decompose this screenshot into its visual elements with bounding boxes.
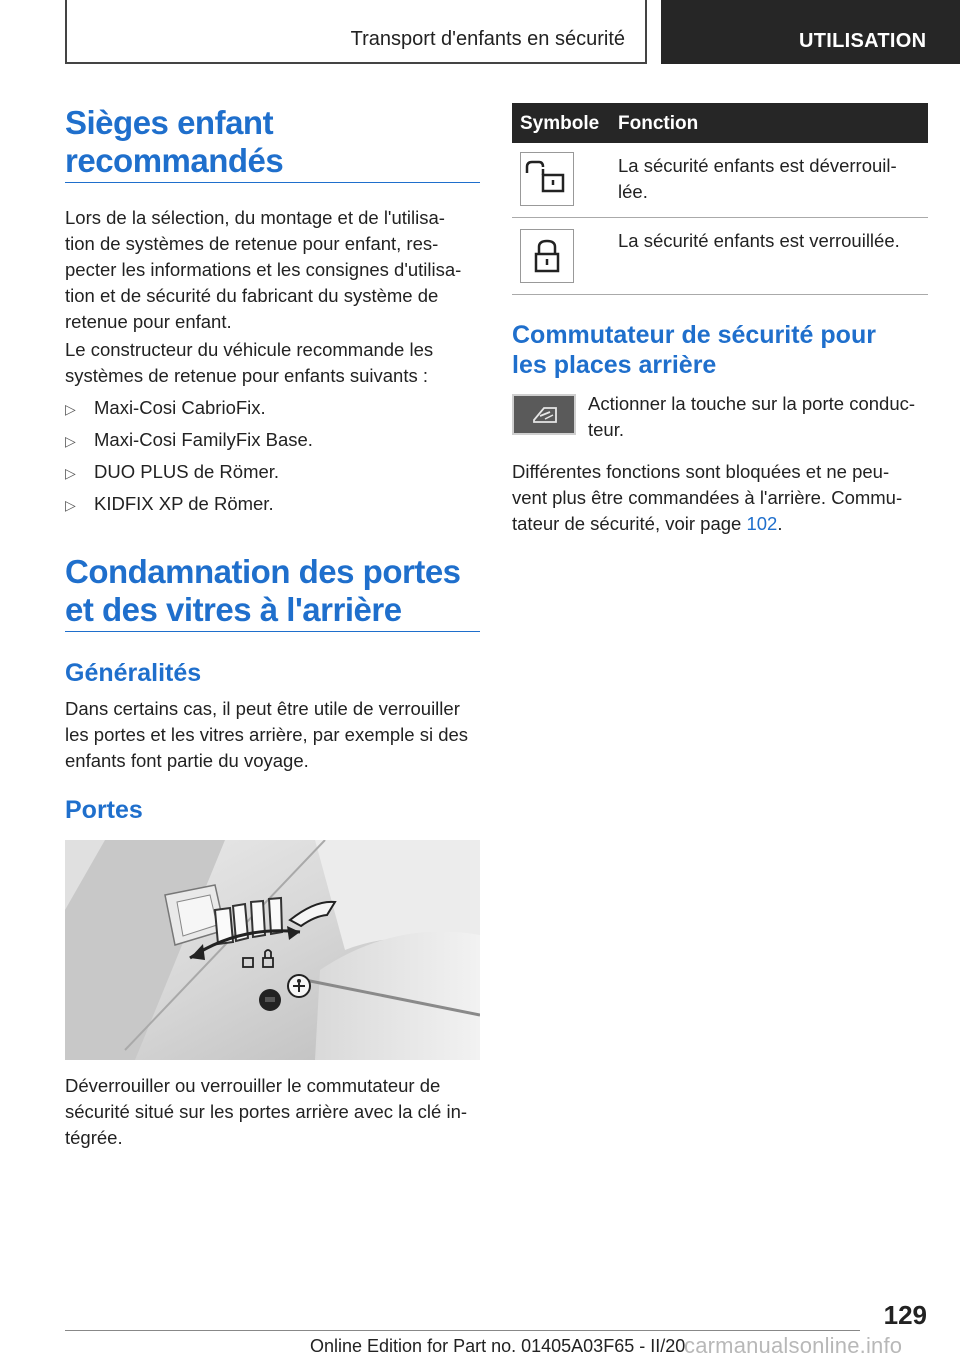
row-function-text	[618, 228, 900, 254]
heading-line: les places arrière	[512, 351, 717, 379]
footer-divider	[65, 1330, 860, 1331]
switch-instruction	[588, 391, 915, 443]
list-item: ▷ DUO PLUS de Römer.	[65, 459, 313, 491]
header-section-title: Transport d'enfants en sécurité	[350, 28, 625, 50]
list-item: ▷ Maxi-Cosi CabrioFix.	[65, 395, 313, 427]
text-line: Déverrouiller ou verrouiller le commutateur de	[65, 1075, 441, 1096]
table-header-function: Fonction	[618, 113, 699, 134]
text-line: lée.	[618, 181, 648, 202]
general-paragraph	[65, 696, 468, 774]
page-reference-link[interactable]: 102	[746, 513, 778, 534]
text-line: tateur de sécurité, voir page 102.	[512, 513, 783, 534]
text-line: Le constructeur du véhicule recommande les	[65, 339, 434, 360]
row-function-text	[618, 153, 897, 205]
text-line: vent plus être commandées à l'arrière. Commu-	[512, 487, 903, 508]
heading-doors: Portes	[65, 796, 143, 824]
header-frame	[65, 0, 647, 64]
text-line: Dans certains cas, il peut être utile de verrouiller	[65, 698, 460, 719]
heading-recommended-seats	[65, 104, 283, 180]
watermark-text: carmanualsonline.info	[684, 1333, 903, 1358]
text-line: La sécurité enfants est déverrouil-	[618, 155, 897, 176]
heading-door-window-lock	[65, 553, 461, 629]
seats-paragraph-1	[65, 205, 461, 335]
text-line: Différentes fonctions sont bloquées et ne peu-	[512, 461, 890, 482]
text-line: pecter les informations et les consignes d'utilisa-	[65, 259, 462, 280]
bullet-triangle-icon: ▷	[65, 497, 76, 513]
table-row	[512, 143, 928, 218]
bullet-triangle-icon: ▷	[65, 433, 76, 449]
heading-rear-safety-switch	[512, 320, 876, 380]
text-line: les portes et les vitres arrière, par exemple si des	[65, 724, 469, 745]
text-line: Actionner la touche sur la porte conduc-	[588, 393, 916, 414]
bullet-triangle-icon: ▷	[65, 401, 76, 417]
text-line: retenue pour enfant.	[65, 311, 232, 332]
switch-paragraph	[512, 459, 902, 537]
page-number: 129	[883, 1300, 927, 1330]
table-header-symbol: Symbole	[520, 113, 600, 134]
heading-line: Commutateur de sécurité pour	[512, 321, 876, 349]
list-item: ▷ Maxi-Cosi FamilyFix Base.	[65, 427, 313, 459]
door-lock-switch-photo	[65, 840, 480, 1060]
rear-window-lock-button-icon	[512, 394, 576, 435]
recommended-seats-list	[65, 395, 313, 523]
text-line: teur.	[588, 419, 624, 440]
text-line: Lors de la sélection, du montage et de l'utilisa-	[65, 207, 445, 228]
locked-padlock-icon	[520, 229, 574, 283]
heading-line: recommandés	[65, 142, 284, 179]
seats-paragraph-2	[65, 337, 433, 389]
heading-line: et des vitres à l'arrière	[65, 591, 402, 628]
heading-line: Condamnation des portes	[65, 553, 461, 590]
text-line: tion de systèmes de retenue pour enfant, res-	[65, 233, 439, 254]
footer-edition-text: Online Edition for Part no. 01405A03F65 - II/20	[310, 1336, 686, 1356]
text-line: La sécurité enfants est verrouillée.	[618, 230, 900, 251]
photo-caption	[65, 1073, 467, 1151]
table-header-row	[512, 103, 928, 143]
list-item: ▷ KIDFIX XP de Römer.	[65, 491, 313, 523]
heading-line: Sièges enfant	[65, 104, 274, 141]
section-divider	[65, 182, 480, 183]
section-divider	[65, 631, 480, 632]
header-chapter-tab[interactable]: UTILISATION	[661, 0, 960, 64]
unlocked-padlock-icon	[520, 152, 574, 206]
table-row	[512, 218, 928, 295]
heading-general: Généralités	[65, 659, 202, 687]
text-line: systèmes de retenue pour enfants suivants :	[65, 365, 429, 386]
bullet-triangle-icon: ▷	[65, 465, 76, 481]
text-line: enfants font partie du voyage.	[65, 750, 309, 771]
text-line: tégrée.	[65, 1127, 123, 1148]
text-line: sécurité situé sur les portes arrière avec la clé in-	[65, 1101, 468, 1122]
symbol-table	[512, 103, 928, 295]
text-line: tion et de sécurité du fabricant du système de	[65, 285, 439, 306]
